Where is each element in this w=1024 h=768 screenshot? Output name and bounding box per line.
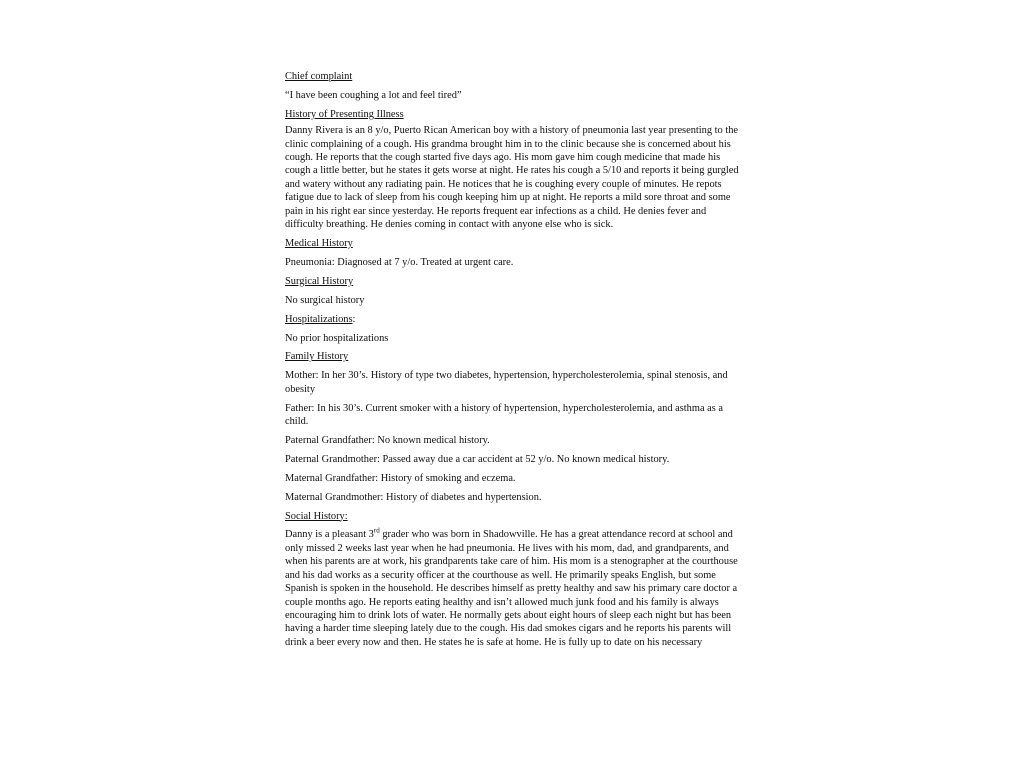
chief-complaint-text: “I have been coughing a lot and feel tired” (285, 89, 462, 101)
family-history-father: Father: In his 30’s. Current smoker with a history of hypertension, hypercholesterolemia, and asthma as a child. (285, 402, 724, 428)
hpi-heading: History of Presenting Illness (285, 108, 404, 120)
medical-history-heading: Medical History (285, 237, 353, 249)
hospitalizations-heading-line (285, 313, 740, 326)
family-history-maternal-grandfather: Maternal Grandfather: History of smoking and eczema. (285, 472, 516, 484)
hospitalizations-heading: Hospitalizations (285, 313, 353, 325)
document-body (285, 70, 740, 655)
ordinal-suffix: rd (373, 527, 380, 535)
social-history-text-start: Danny is a pleasant 3 (285, 529, 374, 541)
family-history-heading: Family History (285, 351, 349, 363)
family-history-paternal-grandfather: Paternal Grandfather: No known medical history. (285, 434, 490, 446)
hospitalizations-text: No prior hospitalizations (285, 332, 389, 344)
social-history-heading: Social History: (285, 510, 348, 522)
family-history-paternal-grandmother: Paternal Grandmother: Passed away due a car accident at 52 y/o. No known medical history. (285, 453, 670, 465)
medical-history-text: Pneumonia: Diagnosed at 7 y/o. Treated at urgent care. (285, 256, 514, 268)
hpi-text: Danny Rivera is an 8 y/o, Puerto Rican American boy with a history of pneumonia last year presenting to the clinic complaining of a cough. His grandma brought him in to the clinic because she is concerned about his cough. He reports that the cough started five days ago. His mom gave him cough medicine that made his cough a little better, but he states it gets worse at night. He rates his cough a 5/10 and reports it being gurgled and watery without any radiating pain. He notices that he is coughing every couple of minutes. He repots fatigue due to lack of sleep from his cough keeping him up at night. He reports a mild sore throat and some pain in his right ear since yesterday. He reports frequent ear infections as a child. He denies fever and difficulty breathing. He denies coming in contact with anyone else who is sick. (285, 125, 739, 231)
surgical-history-text: No surgical history (285, 294, 365, 306)
hospitalizations-colon: : (352, 313, 356, 325)
surgical-history-heading: Surgical History (285, 275, 354, 287)
social-history-text-rest: grader who was born in Shadowville. He has a great attendance record at school and only missed 2 weeks last year when he had pneumonia. He lives with his mom, dad, and grandparents, and when his parents are at work, his grandparents take care of him. His mom is a stenographer at the courthouse and his dad works as a security officer at the courthouse as well. He primarily speaks English, but some Spanish is spoken in the household. He describes himself as pretty healthy and saw his primary care doctor a couple months ago. He reports eating healthy and isn’t allowed much junk food and his family is always encouraging him to drink lots of water. He normally gets about eight hours of sleep each night but has been having a harder time sleeping lately due to the cough. His dad smokes cigars and he reports his parents will drink a beer every now and then. He states he is safe at home. He is fully up to date on his necessary (285, 529, 738, 648)
chief-complaint-heading: Chief complaint (285, 71, 353, 82)
family-history-maternal-grandmother: Maternal Grandmother: History of diabetes and hypertension. (285, 491, 542, 503)
family-history-mother: Mother: In her 30’s. History of type two diabetes, hypertension, hypercholesterolemia, spinal stenosis, and obesity (285, 370, 728, 395)
social-history-text (285, 528, 740, 649)
